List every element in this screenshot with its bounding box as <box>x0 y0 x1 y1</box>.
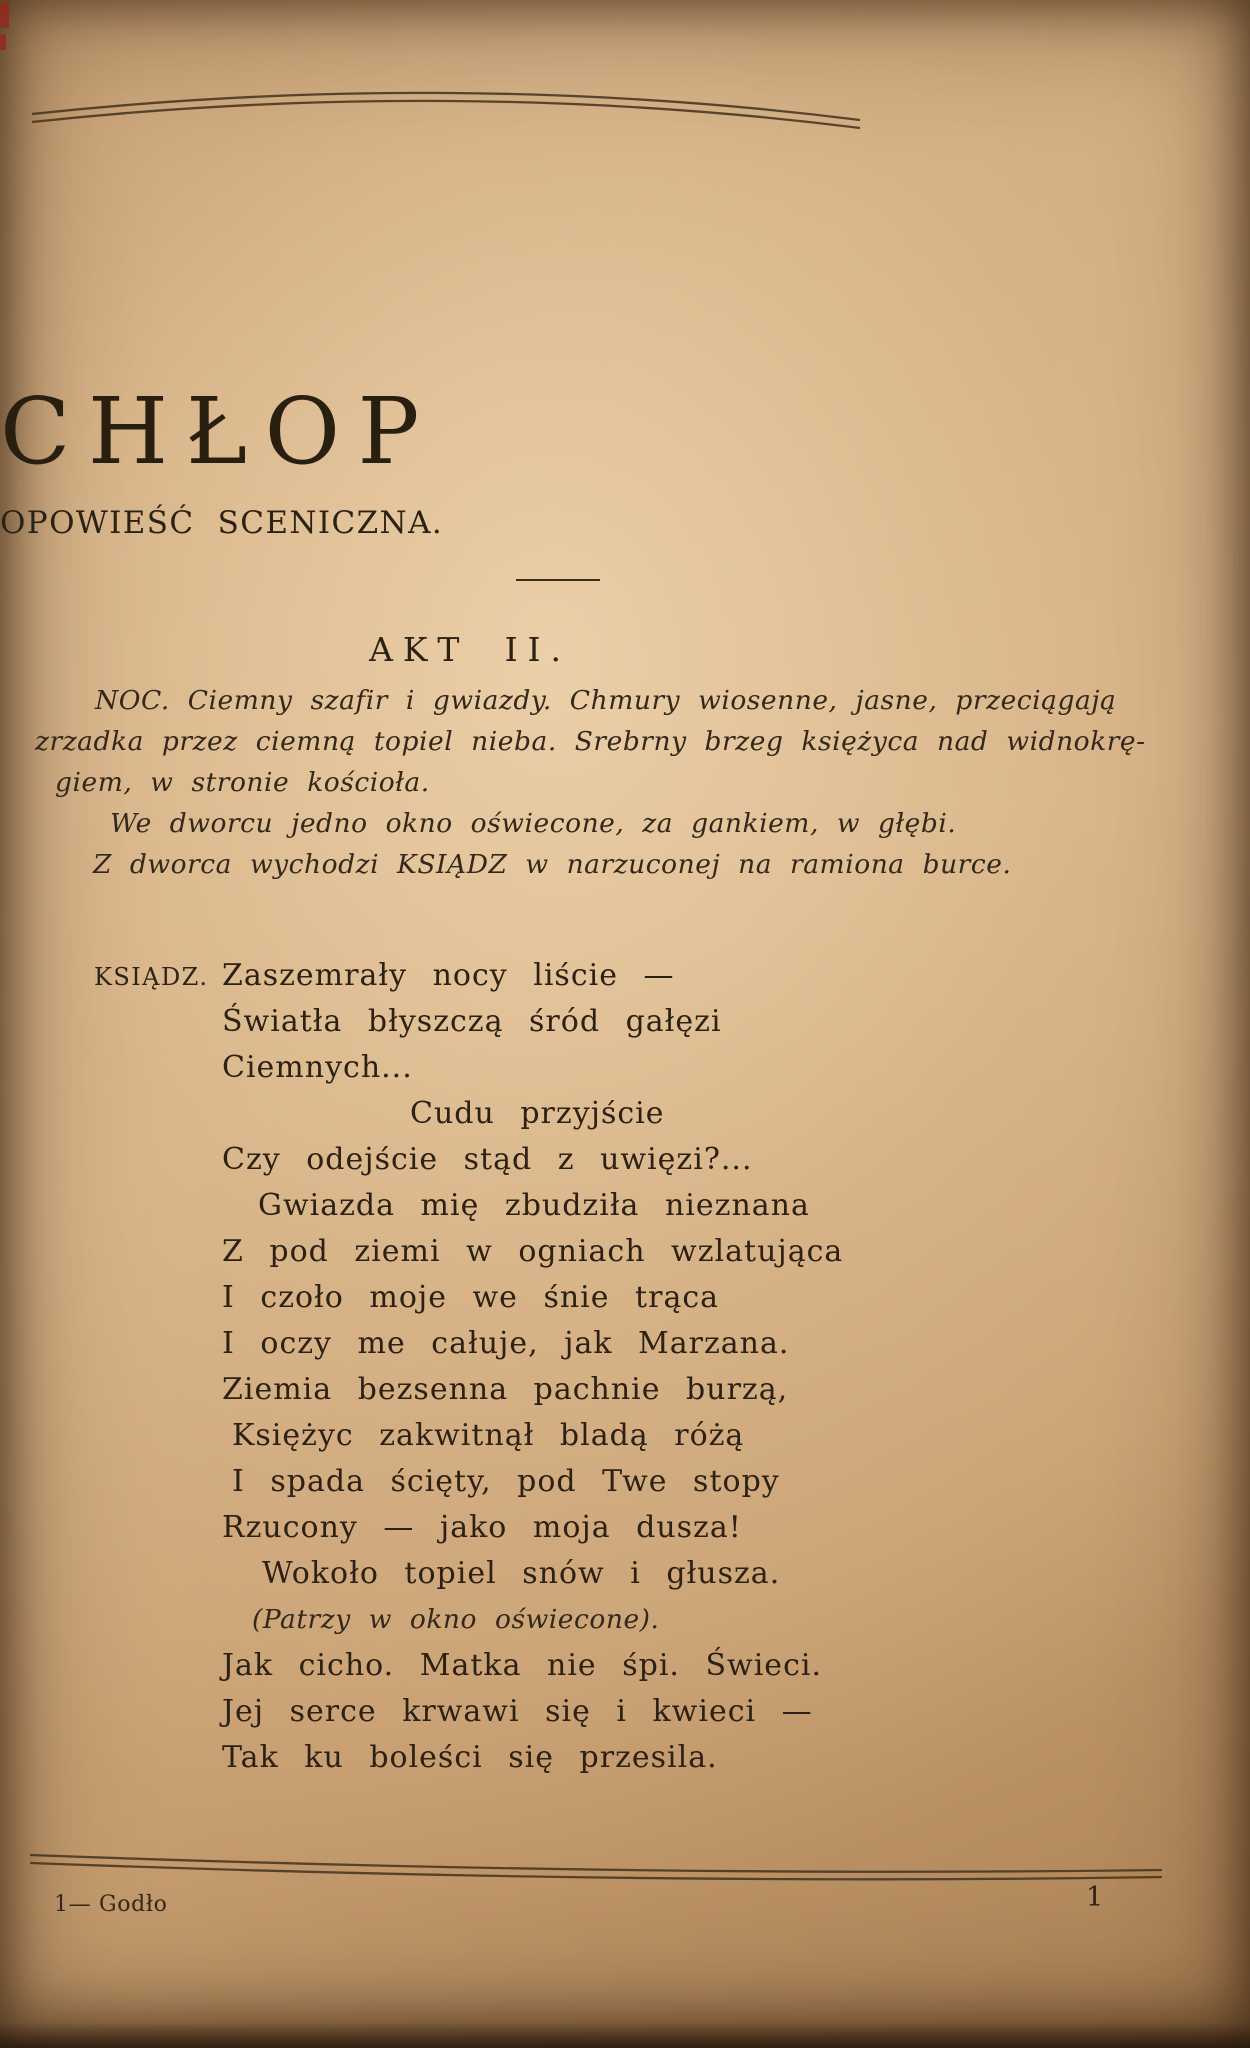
verse-line: I czoło moje we śnie trąca <box>222 1280 720 1315</box>
page-number: 1 <box>1086 1882 1104 1913</box>
verse-line: Gwiazda mię zbudziła nieznana <box>258 1188 810 1223</box>
printer-signature: 1— Godło <box>54 1892 168 1917</box>
verse-line: I oczy me całuje, jak Marzana. <box>222 1326 790 1361</box>
verse-line: Czy odejście stąd z uwięzi?... <box>222 1142 753 1177</box>
verse-line: Światła błyszczą śród gałęzi <box>222 1004 722 1039</box>
speaker-name: KSIĄDZ. <box>94 963 209 991</box>
stage-direction-line: zrzadka przez ciemną topiel nieba. Srebrny brzeg księżyca nad widnokrę- <box>35 726 1146 757</box>
verse-line: I spada ścięty, pod Twe stopy <box>232 1464 780 1499</box>
book-title: CHŁOP <box>0 378 437 485</box>
verse-line: Rzucony — jako moja dusza! <box>222 1510 742 1545</box>
verse-line: Zaszemrały nocy liście — <box>222 958 675 993</box>
stage-direction-line: giem, w stronie kościoła. <box>55 767 430 798</box>
verse-monologue <box>222 953 882 1781</box>
act-heading: AKT II. <box>369 630 571 669</box>
verse-line: Księżyc zakwitnął bladą różą <box>232 1418 745 1453</box>
verse-line: Cudu przyjście <box>410 1096 665 1131</box>
verse-line: Jej serce krwawi się i kwieci — <box>222 1694 813 1729</box>
verse-line: Wokoło topiel snów i głusza. <box>262 1556 781 1591</box>
verse-line: Z pod ziemi w ogniach wzlatująca <box>222 1234 844 1269</box>
verse-line: Tak ku boleści się przesila. <box>222 1740 718 1775</box>
page-edge-mark <box>0 2 9 28</box>
verse-line: Ciemnych... <box>222 1050 413 1085</box>
page-edge-mark <box>0 34 6 50</box>
verse-line: Jak cicho. Matka nie śpi. Świeci. <box>222 1648 822 1683</box>
top-double-rule <box>30 80 862 130</box>
stage-direction-line: We dworcu jedno okno oświecone, za gankiem, w głębi. <box>110 808 957 839</box>
heading-divider-rule <box>516 579 600 581</box>
stage-directions <box>35 680 1146 885</box>
stage-direction-line: Z dworca wychodzi KSIĄDZ w narzuconej na ramiona burce. <box>93 849 1012 880</box>
inline-stage-direction: (Patrzy w okno oświecone). <box>252 1604 660 1635</box>
verse-line: Ziemia bezsenna pachnie burzą, <box>222 1372 789 1407</box>
book-subtitle: OPOWIEŚĆ SCENICZNA. <box>0 505 444 541</box>
bottom-double-rule <box>28 1843 1164 1887</box>
stage-direction-line: NOC. Ciemny szafir i gwiazdy. Chmury wiosenne, jasne, przeciągają <box>95 685 1117 716</box>
